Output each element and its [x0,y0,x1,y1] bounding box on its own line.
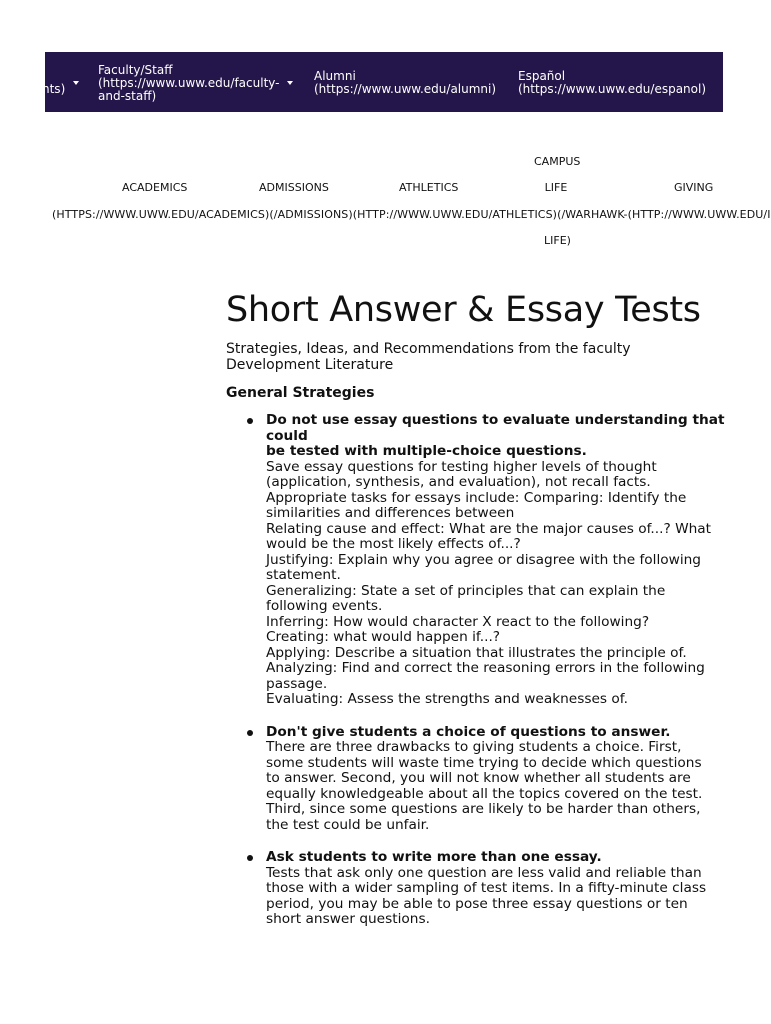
strategy-text: Appropriate tasks for essays include: Comparing: Identify the [266,489,687,506]
nav-item-campus-life[interactable] [534,155,581,194]
strategy-text: Analyzing: Find and correct the reasoning errors in the following [266,660,705,676]
strategy-text: Save essay questions for testing higher levels of thought [266,458,657,475]
strategy-text: Inferring: How would character X react to the following? [266,613,650,630]
strategy-text: statement. [266,567,341,583]
audience-link-label: Faculty/Staff [98,63,173,77]
strategy-text: Generalizing: State a set of principles that can explain the [266,582,666,599]
nav-urls[interactable]: (HTTPS://WWW.UWW.EDU/ACADEMICS)(/ADMISSIONS)(HTTP://WWW.UWW.EDU/ATHLETICS)(/WARHAWK-(HTTP://WWW.UWW.EDU/I [52,208,771,221]
chevron-down-icon[interactable] [73,81,79,85]
nav-item-label: ADMISSIONS [259,181,329,194]
audience-link-label: Alumni [314,69,356,83]
strategy-text: Third, since some questions are likely to be harder than others, [266,801,701,817]
strategy-text: equally knowledgeable about all the topics covered on the test. [266,785,703,802]
audience-link-url: (https://www.uww.edu/faculty- [98,76,280,90]
strategy-list [226,413,726,928]
nav-item-label: GIVING [674,181,714,194]
main-content [226,288,726,945]
strategy-title: Ask students to write more than one essay. [266,849,602,865]
strategy-text: Relating cause and effect: What are the major causes of...? What [266,520,712,537]
audience-link-url: (https://www.uww.edu/espanol) [518,82,707,96]
audience-link-url-cont: and-staff) [98,89,157,103]
strategy-text: similarities and differences between [266,505,515,521]
strategy-text: those with a wider sampling of test items. In a fifty-minute class [266,880,707,896]
strategy-text: There are three drawbacks to giving students a choice. First, [266,739,682,755]
strategy-text: would be the most likely effects of...? [266,536,521,552]
list-item [226,725,726,834]
nav-item-label-cont: LIFE [544,181,568,194]
audience-link-alumni[interactable] [314,70,496,96]
strategy-text: the test could be unfair. [266,816,430,833]
strategy-text: short answer questions. [266,911,430,927]
nav-item-athletics[interactable] [399,181,458,194]
strategy-text: (application, synthesis, and evaluation), not recall facts. [266,474,651,490]
section-heading: General Strategies [226,385,375,401]
nav-item-label: ACADEMICS [122,181,188,194]
audience-link-label: Español [518,69,566,83]
nav-item-academics[interactable] [122,181,187,194]
audience-bar [42,52,723,112]
bullet-icon [247,855,253,861]
strategy-text: passage. [266,675,328,692]
strategy-title: Do not use essay questions to evaluate understanding that could [266,412,725,444]
strategy-text: Evaluating: Assess the strengths and weaknesses of. [266,691,628,707]
strategy-text: some students will waste time trying to decide which questions [266,754,702,771]
strategy-text: Creating: what would happen if...? [266,629,501,645]
audience-link-url: (https://www.uww.edu/alumni) [314,82,497,96]
audience-link-espanol[interactable] [518,70,706,96]
nav-item-label: ATHLETICS [399,181,459,194]
nav-item-label: LIFE) [544,234,571,247]
audience-link-faculty-staff[interactable] [98,64,280,103]
list-item [226,413,726,708]
bullet-icon [247,730,253,736]
strategy-text: Justifying: Explain why you agree or disagree with the following [266,551,701,568]
strategy-title: be tested with multiple-choice questions. [266,443,587,459]
audience-link-students[interactable] [42,83,65,96]
main-navigation [0,150,771,250]
nav-item-giving[interactable] [674,181,713,194]
strategy-text: Applying: Describe a situation that illustrates the principle of. [266,644,687,661]
page-subtitle: Strategies, Ideas, and Recommendations from the faculty Development Literature [226,341,631,373]
nav-item-admissions[interactable] [259,181,329,194]
list-item [226,850,726,928]
nav-item-label: CAMPUS [534,155,581,168]
bullet-icon [247,418,253,424]
chevron-down-icon[interactable] [287,81,293,85]
strategy-title: Don't give students a choice of questions to answer. [266,723,671,740]
nav-item-campus-life-url-end[interactable] [544,234,571,247]
page-title: Short Answer & Essay Tests [226,290,701,330]
strategy-text: to answer. Second, you will not know whether all students are [266,770,691,786]
audience-link-label: nts) [42,82,66,96]
strategy-text: following events. [266,598,383,614]
strategy-text: period, you may be able to pose three essay questions or ten [266,895,688,912]
strategy-text: Tests that ask only one question are less valid and reliable than [266,864,702,881]
